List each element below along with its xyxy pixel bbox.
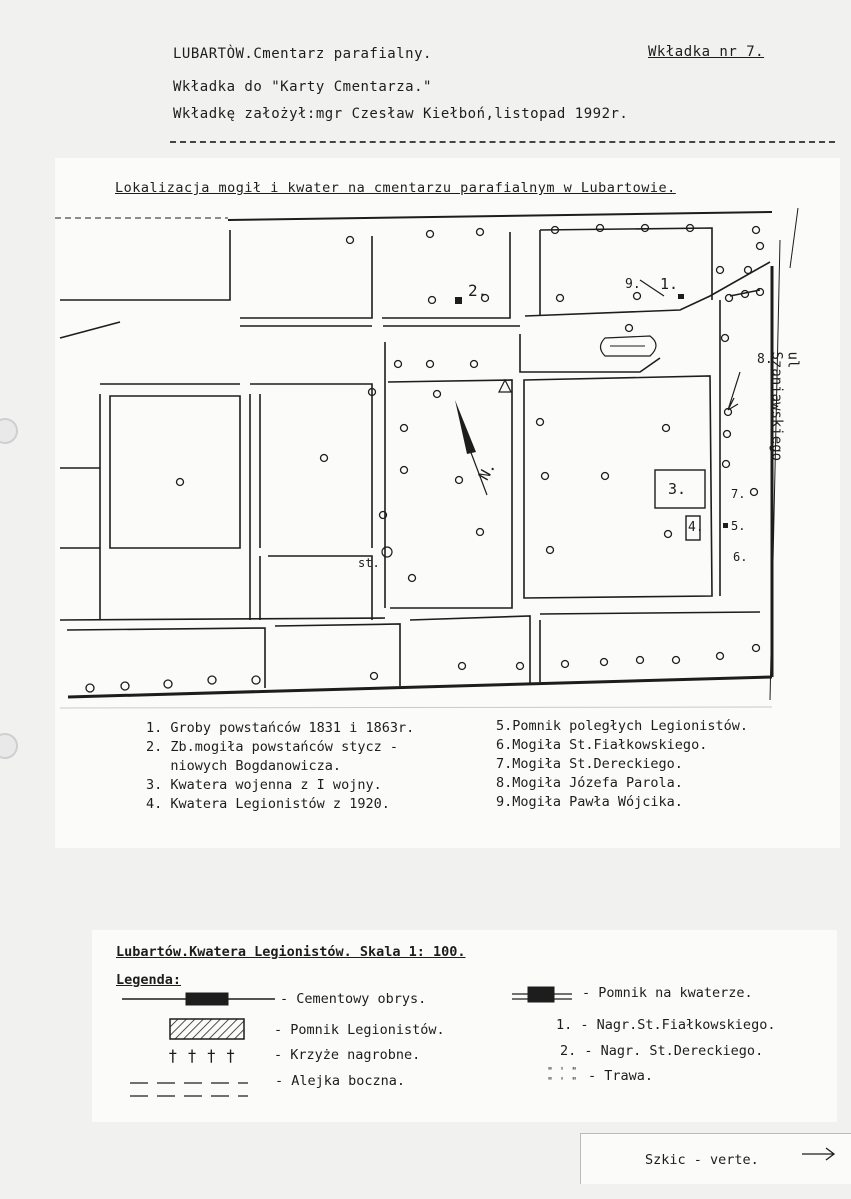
footer-note: Szkic - verte.: [645, 1152, 759, 1168]
cement-outline-icon: [122, 993, 275, 1005]
arrow-right-icon: [800, 1144, 840, 1164]
map-title: Lokalizacja mogił i kwater na cmentarzu parafialnym w Lubartowie.: [115, 180, 676, 196]
map-legend-item-8: 8.Mogiła Józefa Parola.: [496, 775, 683, 791]
label-6: 6.: [733, 550, 748, 564]
label-3: 3.: [668, 480, 687, 498]
well-label: st.: [358, 556, 380, 570]
street-label: ul Szaniawskiego: [768, 351, 801, 462]
monument-block-icon: [512, 987, 572, 1002]
legend-monument-label: - Pomnik Legionistów.: [274, 1022, 445, 1038]
map-legend-item-3: 3. Kwatera wojenna z I wojny.: [146, 777, 382, 793]
map-legend-item-9: 9.Mogiła Pawła Wójcika.: [496, 794, 683, 810]
legend-path-label: - Alejka boczna.: [275, 1073, 406, 1089]
map-legend-item-6: 6.Mogiła St.Fiałkowskiego.: [496, 737, 708, 753]
legend-crosses-label: - Krzyże nagrobne.: [274, 1047, 421, 1063]
map-legend-item-7: 7.Mogiła St.Dereckiego.: [496, 756, 683, 772]
map-legend-item-4: 4. Kwatera Legionistów z 1920.: [146, 796, 390, 812]
grass-icon: " ' " " ' ": [547, 1066, 578, 1087]
label-4: 4.: [688, 520, 704, 535]
crosses-icon: † † † †: [168, 1046, 236, 1065]
legend-grave-1-label: 1. - Nagr.St.Fiałkowskiego.: [556, 1017, 776, 1033]
map-legend-item-2: 2. Zb.mogiła powstańców stycz -: [146, 739, 398, 755]
map-legend-item-1: 1. Groby powstańców 1831 i 1863r.: [146, 720, 415, 736]
label-9: 9.: [625, 277, 641, 292]
label-7: 7.: [731, 487, 746, 501]
label-5: 5.: [731, 519, 746, 533]
legend-grave-2-label: 2. - Nagr. St.Dereckiego.: [560, 1043, 764, 1059]
legend-monument-block-label: - Pomnik na kwaterze.: [582, 985, 753, 1001]
hatched-monument-icon: [170, 1019, 244, 1039]
kwatera-title: Lubartów.Kwatera Legionistów. Skala 1: 100.: [116, 944, 466, 960]
dashed-path-icon: [130, 1083, 248, 1096]
header-author: Wkładkę założył:mgr Czesław Kiełboń,listopad 1992r.: [173, 106, 629, 122]
header-title: LUBARTÒW.Cmentarz parafialny.: [173, 46, 432, 62]
legend-grass-label: - Trawa.: [588, 1068, 654, 1084]
label-2: 2.: [468, 281, 488, 300]
north-label: N.: [474, 458, 500, 484]
map-legend-item-2-cont: niowych Bogdanowicza.: [146, 758, 342, 774]
header-subtitle: Wkładka do "Karty Cmentarza.": [173, 79, 432, 95]
legend-heading: Legenda:: [116, 972, 182, 988]
map-legend-item-5: 5.Pomnik poległych Legionistów.: [496, 718, 748, 734]
label-8: 8.: [757, 352, 773, 367]
legend-cement-label: - Cementowy obrys.: [280, 991, 427, 1007]
label-1: 1.: [660, 275, 679, 293]
insert-number: Wkładka nr 7.: [648, 44, 765, 60]
